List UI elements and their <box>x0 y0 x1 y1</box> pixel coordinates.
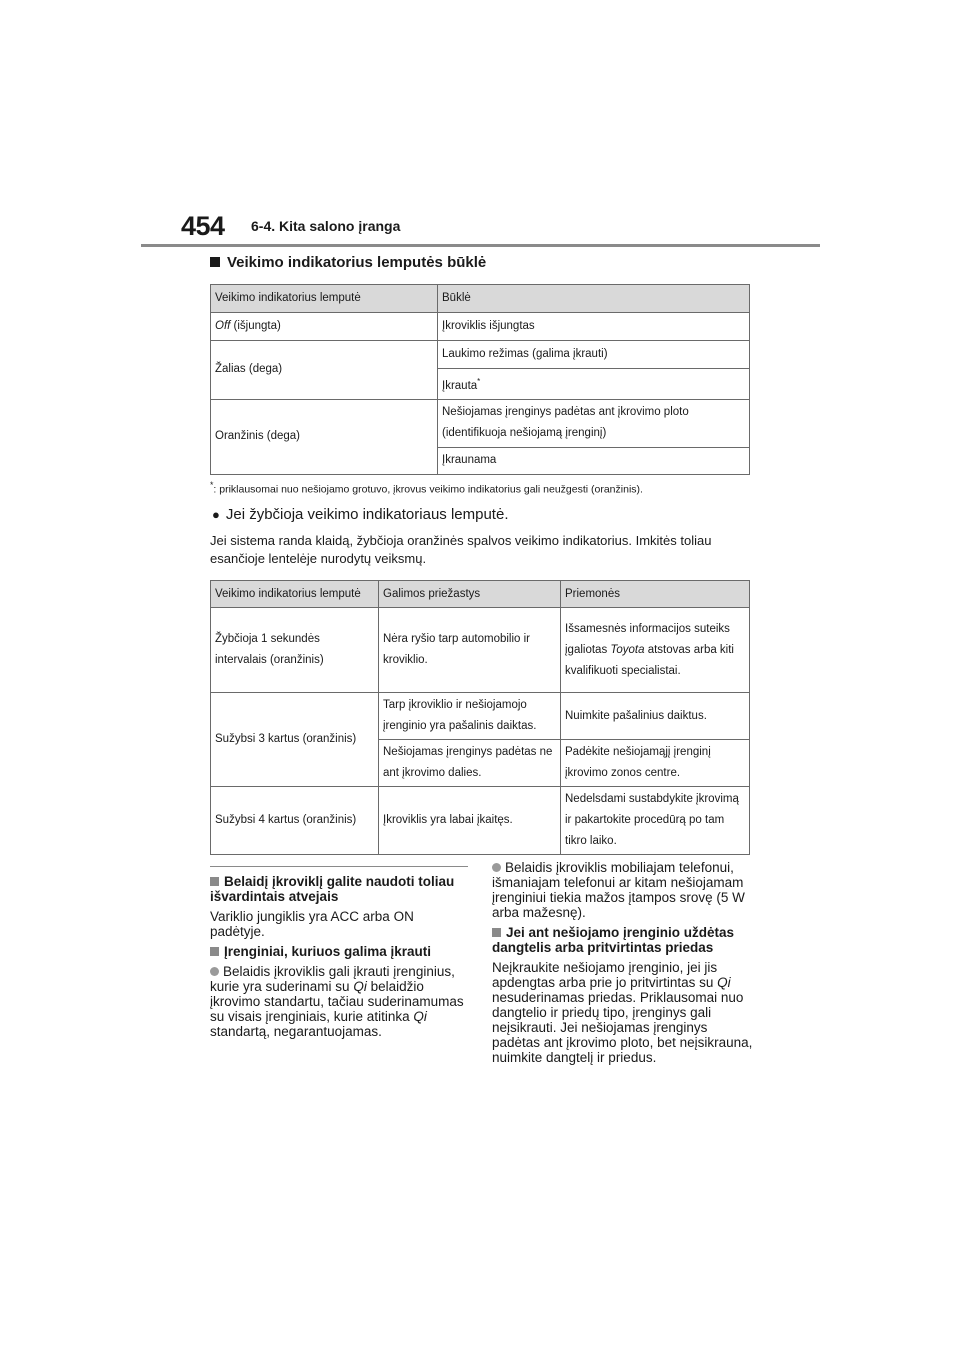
bullet-heading-text: Jei žybčioja veikimo indikatoriaus lemputė. <box>225 506 509 523</box>
table-row <box>211 399 750 447</box>
bullet-paragraph <box>492 860 754 920</box>
col-header: Priemonės <box>561 581 750 608</box>
text: Belaidis įkroviklis gali įkrauti įrenginius, kurie yra suderinami su <box>210 964 455 994</box>
table-cell: Nėra ryšio tarp automobilio ir kroviklio. <box>379 608 561 693</box>
right-column <box>492 860 754 1070</box>
table-row <box>211 693 750 740</box>
bullet-paragraph <box>210 964 468 1039</box>
subheading-text: Įrenginiai, kuriuos galima įkrauti <box>224 944 432 959</box>
column-separator <box>210 866 468 867</box>
table-cell <box>438 369 750 400</box>
subheading-text: Jei ant nešiojamo įrenginio uždėtas dangtelis arba pritvirtintas priedas <box>492 925 735 955</box>
col-header: Galimos priežastys <box>379 581 561 608</box>
brand-name: Toyota <box>610 643 645 656</box>
square-bullet-icon <box>210 257 220 267</box>
footnote-text: : priklausomai nuo nešiojamo grotuvo, įkrovus veikimo indikatorius gali neužgesti (oranžinis). <box>213 483 643 496</box>
subheading <box>492 925 754 955</box>
table-cell: Įkroviklis išjungtas <box>438 313 750 341</box>
subheading <box>210 874 468 904</box>
col-header: Veikimo indikatorius lemputė <box>211 581 379 608</box>
subheading <box>210 944 468 959</box>
fix-text: atstovas arba kiti kvalifikuoti specialistai. <box>565 643 734 677</box>
table-row <box>211 787 750 855</box>
lamp-off-suffix: (išjungta) <box>230 320 281 332</box>
qi-text: Qi <box>717 975 731 990</box>
table-cell: Padėkite nešiojamąjį įrenginį įkrovimo zonos centre. <box>561 740 750 787</box>
bullet-dot-icon: ● <box>212 507 220 522</box>
table-cell <box>211 313 438 341</box>
qi-text: Qi <box>353 979 367 994</box>
text: nesuderinamas priedas. Priklausomai nuo dangtelio ir priedų tipo, įrenginys gali neįsikrauti. Jei nešiojamas įrenginys padėtas ant įkrovimo ploto, bet neįsikrauna, nuimkite dangtelį ir priedus. <box>492 990 753 1065</box>
table-row <box>211 313 750 341</box>
table-cell: Įkraunama <box>438 447 750 474</box>
paragraph: Variklio jungiklis yra ACC arba ON padėtyje. <box>210 909 414 939</box>
text: standartą, negarantuojamas. <box>210 1024 382 1039</box>
table-cell: Įkroviklis yra labai įkaitęs. <box>379 787 561 855</box>
bullet-heading <box>212 506 509 523</box>
footnote-mark: * <box>210 480 214 490</box>
running-header: 6-4. Kita salono įranga <box>251 218 401 234</box>
troubleshooting-table <box>210 580 750 855</box>
round-bullet-icon <box>492 863 501 872</box>
table-row <box>211 341 750 369</box>
col-header: Būklė <box>438 285 750 313</box>
table-cell: Oranžinis (dega) <box>211 399 438 474</box>
paragraph <box>492 960 754 1065</box>
table-cell: Žalias (dega) <box>211 341 438 400</box>
table-row <box>211 608 750 693</box>
qi-text: Qi <box>413 1009 427 1024</box>
subheading-text: Belaidį įkroviklį galite naudoti toliau išvardintais atvejais <box>210 874 455 904</box>
charged-label: Įkrauta <box>442 379 478 392</box>
square-bullet-icon <box>492 928 501 937</box>
table-cell: Sužybsi 3 kartus (oranžinis) <box>211 693 379 787</box>
table-cell: Sužybsi 4 kartus (oranžinis) <box>211 787 379 855</box>
table-cell: Nešiojamas įrenginys padėtas ne ant įkrovimo dalies. <box>379 740 561 787</box>
intro-paragraph: Jei sistema randa klaidą, žybčioja oranžinės spalvos veikimo indikatorius. Imkitės toliau esančioje lentelėje nurodytų veiksmų. <box>210 533 712 566</box>
table-cell: Laukimo režimas (galima įkrauti) <box>438 341 750 369</box>
table-cell: Tarp įkroviklio ir nešiojamojo įrenginio yra pašalinis daiktas. <box>379 693 561 740</box>
table-header-row <box>211 581 750 608</box>
table-cell: Nedelsdami sustabdykite įkrovimą ir pakartokite procedūrą po tam tikro laiko. <box>561 787 750 855</box>
text: Neįkraukite nešiojamo įrenginio, jei jis apdengtas arba prie jo pritvirtintas su <box>492 960 718 990</box>
text: belaidžio įkrovimo standartu, tačiau suderinamumas su visais įrenginiais, kurie atitinka <box>210 979 464 1024</box>
lamp-off-label: Off <box>215 320 231 332</box>
table-cell: Nuimkite pašalinius daiktus. <box>561 693 750 740</box>
header-rule <box>141 244 820 247</box>
page-number: 454 <box>181 211 225 241</box>
round-bullet-icon <box>210 967 219 976</box>
text: Belaidis įkroviklis mobiliajam telefonui, išmaniajam telefonui ar kitam nešiojamam įrenginiui tiekia mažos įtampos srovę (5 W arba mažesnę). <box>492 860 745 920</box>
col-header: Veikimo indikatorius lemputė <box>211 285 438 313</box>
square-bullet-icon <box>210 947 219 956</box>
table-cell: Nešiojamas įrenginys padėtas ant įkrovimo ploto (identifikuoja nešiojamą įrenginį) <box>438 399 750 447</box>
table-header-row <box>211 285 750 313</box>
table-cell: Žybčioja 1 sekundės intervalais (oranžinis) <box>211 608 379 693</box>
square-bullet-icon <box>210 877 219 886</box>
left-column <box>210 874 468 1044</box>
footnote-star: * <box>477 377 481 386</box>
footnote <box>210 480 643 496</box>
section-title-text: Veikimo indikatorius lemputės būklė <box>227 254 487 271</box>
indicator-status-table <box>210 284 750 475</box>
fix-text: Išsamesnės informacijos suteiks įgaliotas <box>565 622 730 656</box>
table-cell <box>561 608 750 693</box>
section-title <box>210 254 486 271</box>
